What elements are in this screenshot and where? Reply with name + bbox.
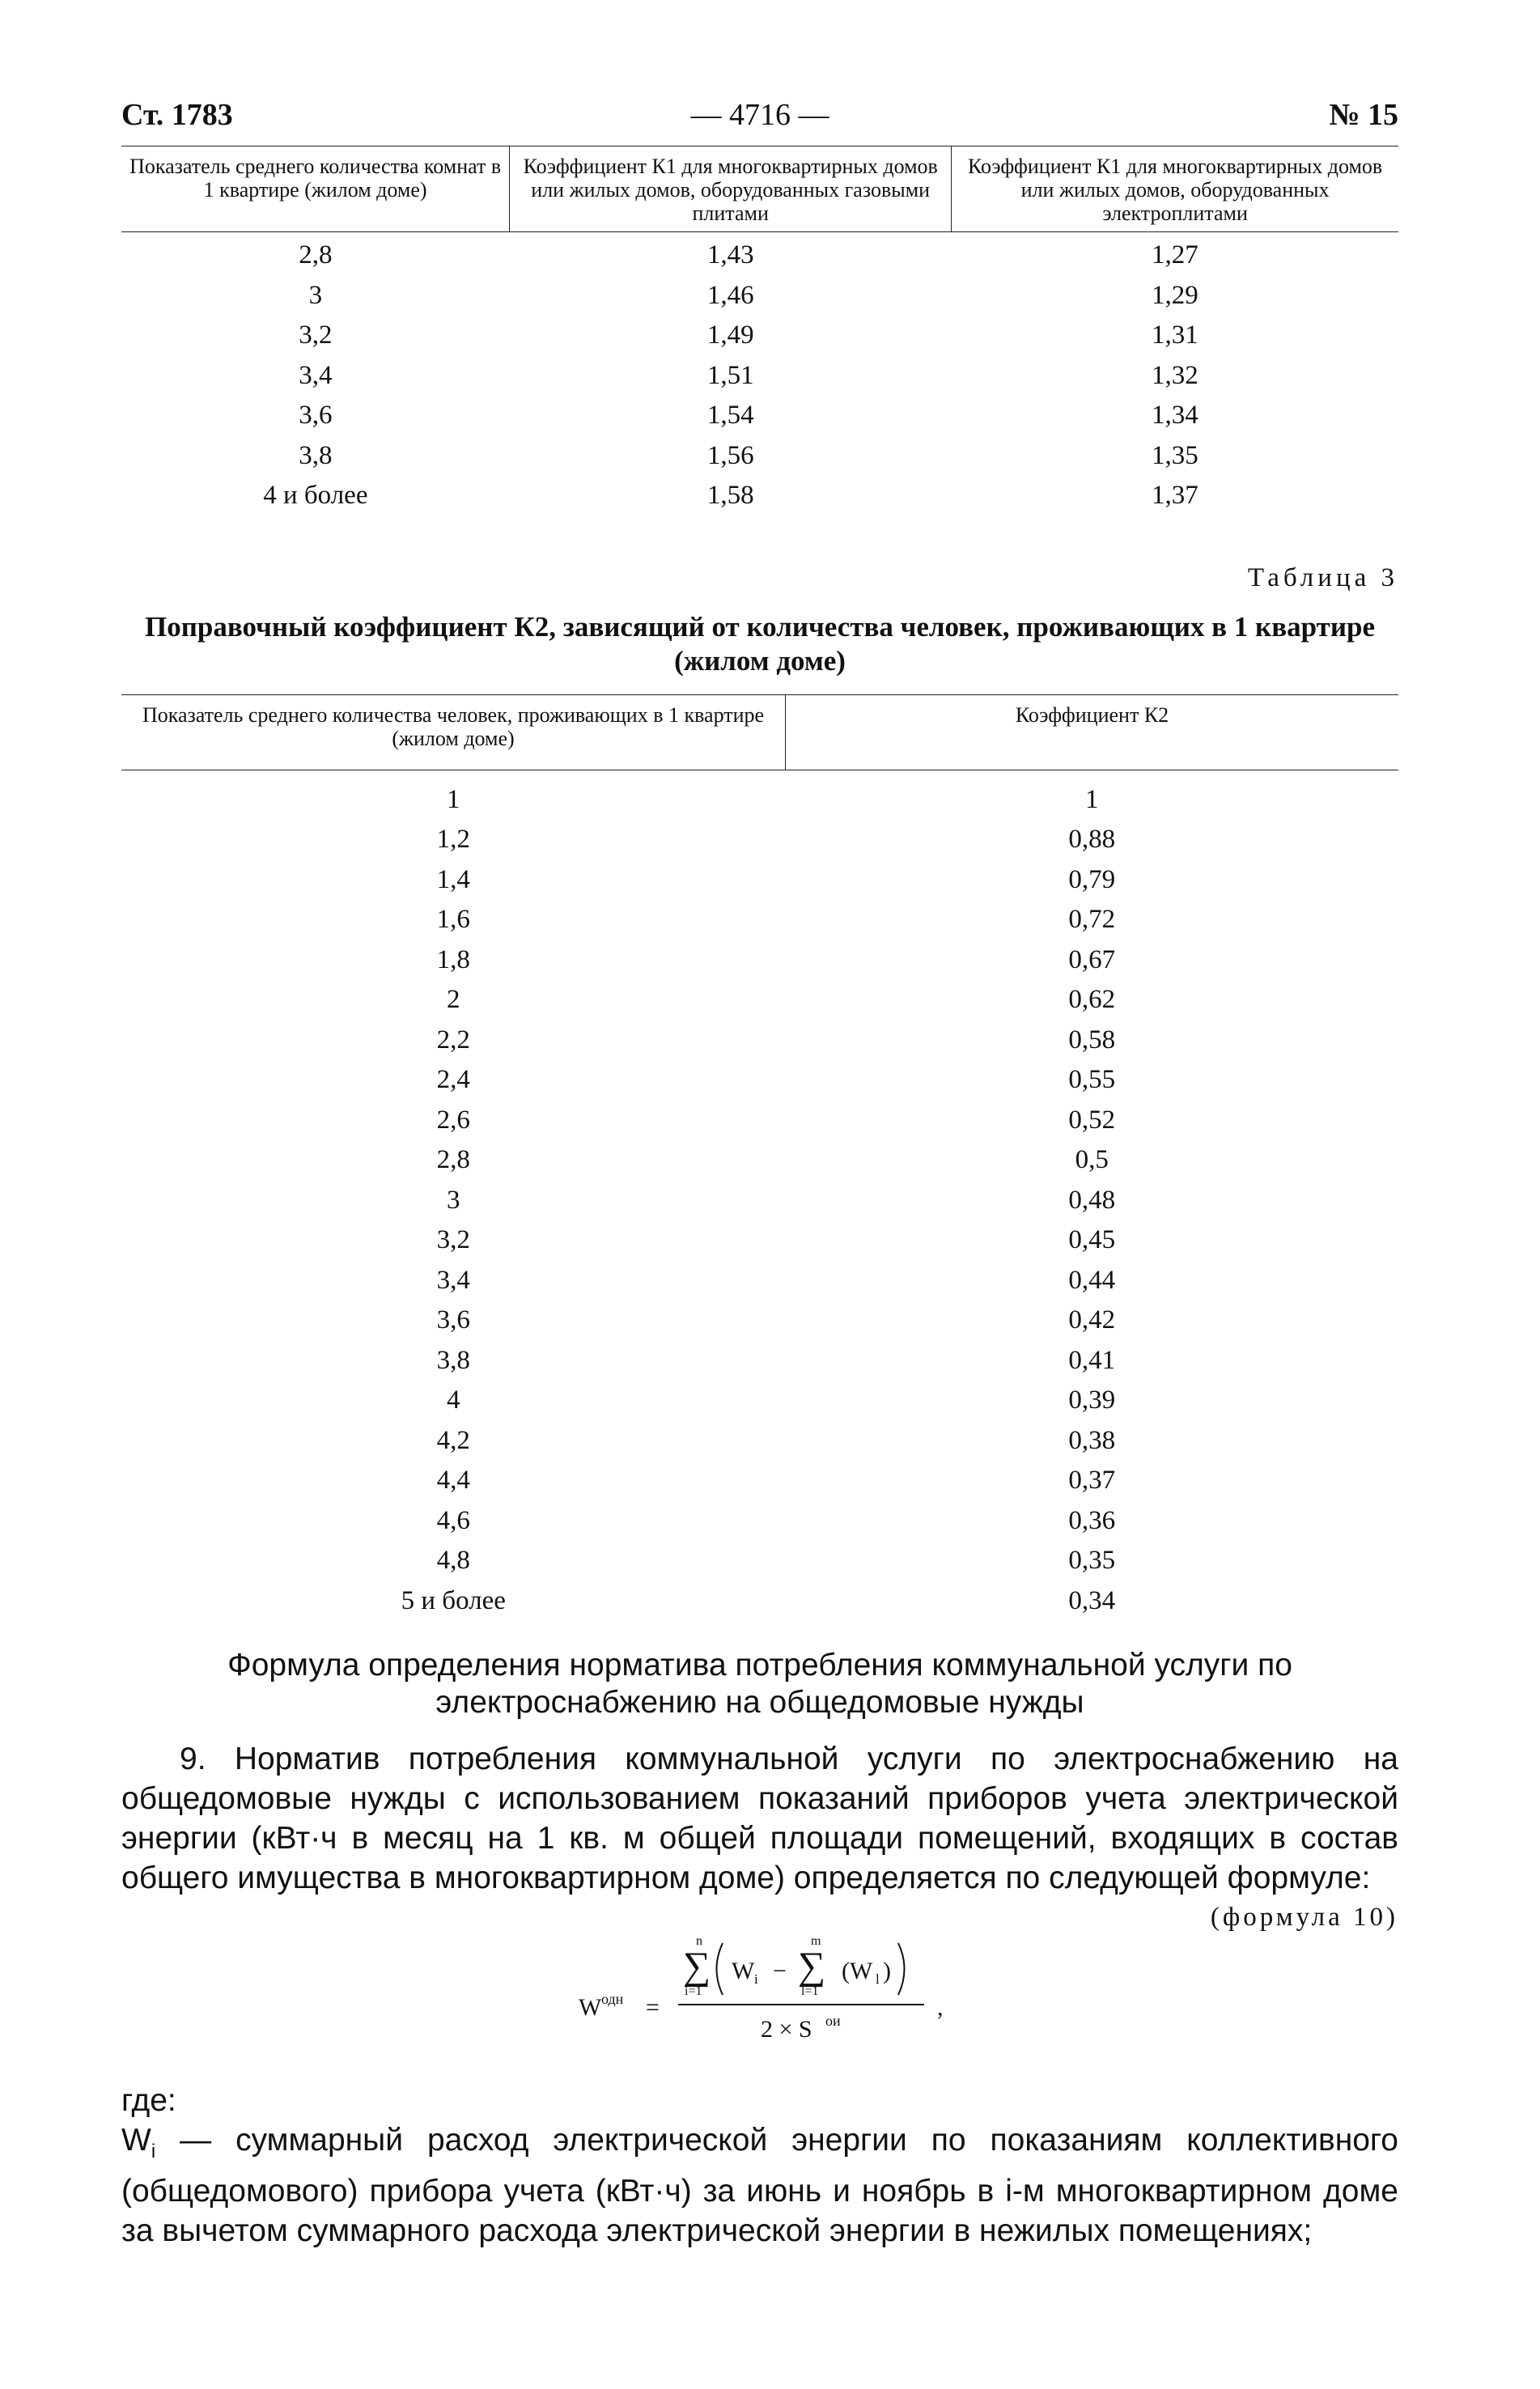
table-row [121, 1261, 1398, 1301]
table-row [121, 276, 1398, 316]
table-cell: 2,6 [436, 1105, 470, 1135]
table-cell: 3,2 [299, 320, 333, 350]
running-header [121, 97, 1398, 146]
table-cell: 0,34 [1068, 1585, 1116, 1615]
table-cell: 1,2 [436, 825, 470, 854]
section-title: Формула определения норматива потребления коммунальной услуги по электроснабжению на общедомовые нужды [227, 1648, 1292, 1720]
table-cell: 0,36 [1068, 1505, 1116, 1535]
document-page [121, 97, 1398, 2251]
table-row [121, 1581, 1398, 1622]
table1-header-rooms: Показатель среднего количества комнат в 1 квартире (жилом доме) [121, 146, 510, 232]
table-cell: 2,2 [436, 1025, 470, 1054]
table-cell: 1,58 [706, 481, 754, 510]
definition-wi [121, 2120, 1398, 2251]
table-row [121, 436, 1398, 477]
outer-sum-sigma: ∑ [683, 1945, 711, 1988]
table-row [121, 396, 1398, 436]
definition-subscript: i [151, 2140, 156, 2162]
formula-wl: (W [842, 1958, 873, 1984]
table-row [121, 1181, 1398, 1221]
formula-wi: W [732, 1958, 755, 1984]
inner-sum-sigma: ∑ [798, 1945, 826, 1988]
inner-sum-top: m [811, 1935, 821, 1948]
table-cell: 0,62 [1068, 985, 1116, 1014]
right-paren [898, 1943, 905, 1995]
table3-label: Таблица 3 [1247, 562, 1398, 592]
table-cell: 4 и более [263, 481, 368, 510]
table-cell: 3,4 [299, 360, 333, 390]
formula-10 [121, 1935, 1398, 2064]
table-row [121, 980, 1398, 1021]
table-cell: 1,27 [1151, 240, 1198, 269]
table-cell: 0,67 [1068, 944, 1116, 974]
table-row [121, 1541, 1398, 1581]
table-row [121, 1501, 1398, 1542]
table-cell: 1,54 [706, 401, 754, 430]
table1-header-electric: Коэффициент К1 для многоквартирных домов или жилых домов, оборудованных электроплитами [952, 146, 1398, 232]
table-row [121, 900, 1398, 940]
table-cell: 4,6 [436, 1505, 470, 1535]
formula-equals: = [646, 1994, 660, 2021]
page-number: — 4716 — [690, 98, 829, 132]
table-cell: 3,4 [436, 1265, 470, 1295]
formula-label: (формула 10) [1210, 1903, 1398, 1932]
table-cell: 1,4 [436, 864, 470, 894]
table1-header-gas: Коэффициент К1 для многоквартирных домов или жилых домов, оборудованных газовыми плитами [510, 146, 952, 232]
table-cell: 1,34 [1151, 401, 1198, 430]
table-cell: 4,4 [436, 1466, 470, 1495]
table-cell: 1,35 [1151, 440, 1198, 470]
table-cell: 3,6 [436, 1305, 470, 1335]
left-paren [717, 1943, 723, 1995]
table-cell: 3,2 [436, 1225, 470, 1254]
table-cell: 4 [447, 1385, 460, 1415]
table-cell: 3,6 [299, 401, 333, 430]
table-cell: 1,29 [1151, 280, 1198, 310]
definition-text: — суммарный расход электрической энергии по показаниям коллективного (общедомового) прибора учета (кВт·ч) за июнь и ноябрь в i-м многоквартирном доме за вычетом суммарного расхода электрической энергии в нежилых помещениях; [121, 2123, 1398, 2248]
table-cell: 1,46 [706, 280, 754, 310]
table-cell: 0,72 [1068, 905, 1116, 934]
table-cell: 0,37 [1068, 1466, 1116, 1495]
table-cell: 0,88 [1068, 825, 1116, 854]
table-row [121, 860, 1398, 901]
issue-number: № 15 [1329, 98, 1398, 132]
formula-wl-close: ) [883, 1958, 891, 1984]
formula-lhs: W [579, 1994, 602, 2021]
table-row [121, 1461, 1398, 1501]
coefficient-k2-table [121, 694, 1398, 1622]
table-row [121, 356, 1398, 397]
inner-sum-bottom: l=1 [801, 1984, 819, 1998]
formula-trailing-comma: , [937, 1994, 944, 2021]
outer-sum-bottom: i=1 [685, 1984, 702, 1998]
table-cell: 0,48 [1068, 1185, 1116, 1215]
table-cell: 0,35 [1068, 1546, 1116, 1575]
table-cell: 1 [447, 784, 460, 814]
table-cell: 3,8 [436, 1345, 470, 1375]
table-row [121, 1381, 1398, 1421]
table-cell: 4,2 [436, 1425, 470, 1455]
table-row [121, 1341, 1398, 1381]
outer-sum-top: n [696, 1935, 702, 1948]
formula-denominator-sup: oи [825, 2013, 841, 2029]
paragraph-9 [121, 1739, 1398, 1898]
table-cell: 1,37 [1151, 481, 1198, 510]
formula-minus: − [773, 1958, 787, 1984]
table-row [121, 1021, 1398, 1061]
table-cell: 1 [1085, 784, 1099, 814]
table-row [121, 1101, 1398, 1141]
table-cell: 0,45 [1068, 1225, 1116, 1254]
formula-lhs-sup: одн [601, 1991, 624, 2007]
definition-symbol: W [121, 2123, 151, 2158]
paragraph-9-text: 9. Норматив потребления коммунальной услуги по электроснабжению на общедомовые нужды с использованием показаний приборов учета электрической энергии (кВт·ч в месяц на 1 кв. м общей площади помещений, входящих в состав общего имущества в многоквартирном доме) определяется по следующей формуле: [121, 1742, 1398, 1895]
table-cell: 5 и более [401, 1585, 506, 1615]
formula-wl-sub: l [876, 1971, 880, 1987]
table-cell: 1,49 [706, 320, 754, 350]
table-row [121, 1421, 1398, 1462]
table-cell: 3 [308, 280, 323, 310]
table-row [121, 1301, 1398, 1341]
table2-header-people: Показатель среднего количества человек, проживающих в 1 квартире (жилом доме) [121, 694, 786, 770]
table-cell: 2,8 [436, 1145, 470, 1174]
table-cell: 0,41 [1068, 1345, 1116, 1375]
table-cell: 1,6 [436, 905, 470, 934]
table-cell: 1,43 [706, 240, 754, 269]
table-cell: 4,8 [436, 1546, 470, 1575]
table-cell: 0,5 [1075, 1145, 1109, 1174]
table-row [121, 316, 1398, 356]
table-cell: 1,56 [706, 440, 754, 470]
table-cell: 0,39 [1068, 1385, 1116, 1415]
table-cell: 0,79 [1068, 864, 1116, 894]
table-cell: 2 [447, 985, 460, 1014]
table-row [121, 1140, 1398, 1181]
table-row [121, 820, 1398, 860]
table-cell: 0,44 [1068, 1265, 1116, 1295]
table-cell: 0,42 [1068, 1305, 1116, 1335]
formula-wi-sub: i [754, 1971, 758, 1987]
table-cell: 0,38 [1068, 1425, 1116, 1455]
table-row [121, 770, 1398, 820]
table2-header-k2: Коэффициент К2 [786, 694, 1398, 770]
article-number: Ст. 1783 [121, 98, 233, 132]
table-cell: 3,8 [299, 440, 333, 470]
table-cell: 2,4 [436, 1065, 470, 1094]
table-row [121, 1060, 1398, 1101]
table-row [121, 232, 1398, 276]
table-cell: 2,8 [299, 240, 333, 269]
table-cell: 0,55 [1068, 1065, 1116, 1094]
table-cell: 1,32 [1151, 360, 1198, 390]
where-label: где: [121, 2083, 176, 2118]
coefficient-k1-table [121, 146, 1398, 516]
table-cell: 1,8 [436, 944, 470, 974]
table-row [121, 1220, 1398, 1261]
table-cell: 0,58 [1068, 1025, 1116, 1054]
table3-title: Поправочный коэффициент К2, зависящий от количества человек, проживающих в 1 квартире (жилом доме) [145, 610, 1375, 677]
formula-denominator: 2 × S [761, 2016, 812, 2043]
table-cell: 1,31 [1151, 320, 1198, 350]
table-cell: 0,52 [1068, 1105, 1116, 1135]
table-cell: 3 [447, 1185, 460, 1215]
table-row [121, 940, 1398, 981]
table-cell: 1,51 [706, 360, 754, 390]
table-row [121, 476, 1398, 516]
